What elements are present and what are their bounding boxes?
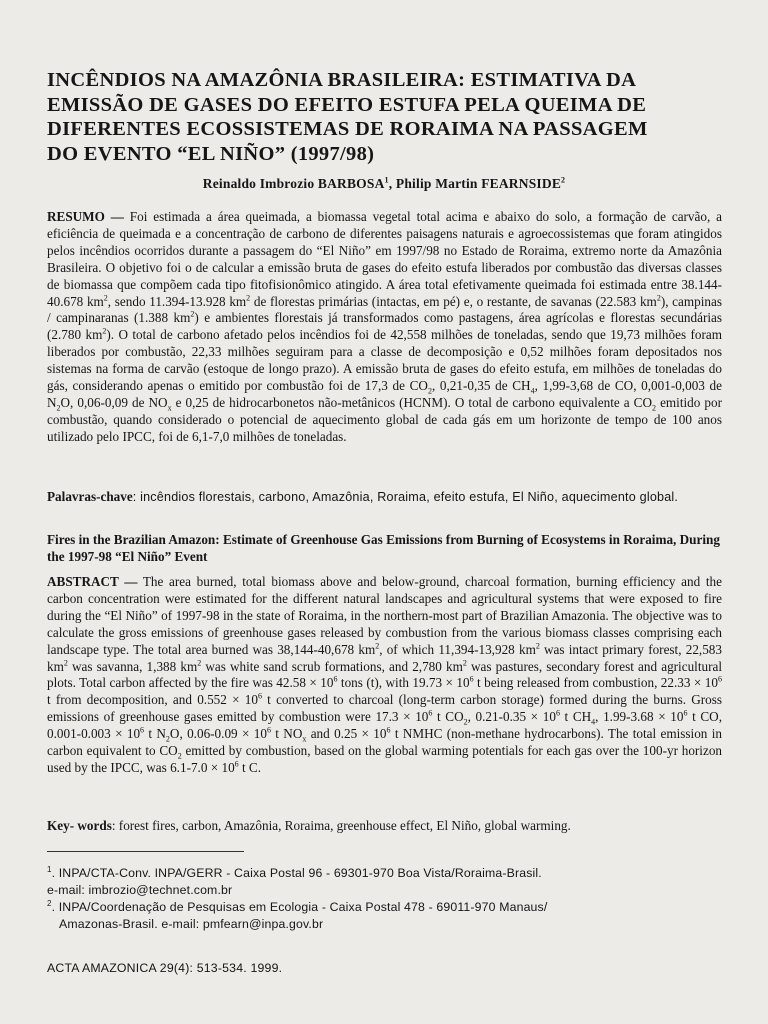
subscript: 2 — [427, 386, 432, 396]
resumo-text: ), campinas / campinaranas (1.388 km — [47, 293, 722, 326]
superscript: 6 — [717, 675, 722, 685]
abstract-text: was intact primary forest, 22,583 km — [47, 641, 722, 674]
footnote-divider — [47, 851, 244, 852]
title-line: DO EVENTO “EL NIÑO” (1997/98) — [47, 142, 375, 165]
superscript: 2 — [63, 658, 68, 668]
abstract-text: O, 0.06-0.09 × 10 — [169, 726, 267, 742]
palavras-chave-text: : incêndios florestais, carbono, Amazônia, Roraima, efeito estufa, El Niño, aquecimento global. — [132, 490, 679, 504]
superscript: 6 — [234, 759, 239, 769]
abstract-text: , 1.99-3.68 × 10 — [595, 709, 684, 725]
subscript: 4 — [591, 717, 596, 727]
palavras-chave — [47, 489, 722, 506]
title-line: EMISSÃO DE GASES DO EFEITO ESTUFA PELA QUEIMA DE — [47, 93, 647, 116]
superscript: 6 — [266, 725, 271, 735]
superscript: 6 — [386, 725, 391, 735]
resumo-text: O, 0,06-0,09 de NO — [60, 394, 168, 410]
palavras-chave-label: Palavras-chave — [47, 489, 133, 504]
abstract-text: t from decomposition, and 0.552 × 10 — [47, 692, 258, 708]
superscript: 2 — [246, 293, 251, 303]
subscript: 2 — [165, 734, 170, 744]
superscript: 2 — [535, 641, 540, 651]
superscript: 2 — [375, 641, 380, 651]
superscript: 2 — [103, 293, 108, 303]
resumo-text: , 0,21-0,35 de CH — [431, 378, 531, 394]
english-title: Fires in the Brazilian Amazon: Estimate of Greenhouse Gas Emissions from Burning of Ecosystems in Roraima, During the 1997-98 “El Niño” Event — [47, 532, 720, 564]
abstract-text: t being released from combustion, 22.33 × 10 — [473, 675, 718, 691]
key-words — [47, 818, 722, 835]
abstract-text: , of which 11,394-13,928 km — [379, 641, 536, 657]
superscript: 2 — [102, 326, 107, 336]
subscript: 2 — [652, 403, 657, 413]
key-words-text: : forest fires, carbon, Amazônia, Roraima, greenhouse effect, El Niño, global warming. — [111, 818, 571, 833]
abstract-text: was pastures, secondary forest and agricultural plots. Total carbon affected by the fire was 42.58 × 10 — [47, 658, 723, 691]
abstract-text: t CH — [559, 709, 592, 725]
superscript: 6 — [555, 708, 560, 718]
resumo-text: ). O total de carbono afetado pelos incêndios foi de 42,558 milhões de toneladas, sendo que 19,73 milhões foram liberados por combustão, 22,33 milhões seguiram para a classe de decomposição e 0,52 milhões foram depositados nos sistemas na forma de carvão (estoque de longo prazo). A emissão bruta de gases do efeito estufa, em milhões de toneladas do gás, considerando apenas o emitido por combustão foi de 17,3 de CO — [47, 327, 722, 394]
abstract-text: t N — [144, 726, 166, 742]
subscript: 2 — [177, 751, 182, 761]
abstract-text: t C. — [238, 759, 262, 775]
subscript: x — [167, 403, 172, 413]
abstract-text: The area burned, total biomass above and below-ground, charcoal formation, burning efficiency and the carbon concentration were estimated for the different natural landscapes and agricultural systems that were exposed to fire during the “El Niño” of 1997-98 in the state of Roraima, in the northern-most part of Brazilian Amazonia. The objective was to calculate the gross emissions of greenhouse gases released by combustion from the various biomass classes comprising each landscape type. The total area burned was 38,144-40,678 km — [47, 574, 722, 657]
author-name: Reinaldo Imbrozio BARBOSA — [202, 176, 385, 191]
footnote-email: Amazonas-Brasil. e-mail: pmfearn@inpa.gov.br — [59, 916, 324, 931]
abstract-label: ABSTRACT — — [47, 574, 138, 589]
abstract-paragraph — [47, 574, 722, 777]
paper-title — [47, 68, 727, 166]
footnote-mark: 1 — [47, 864, 52, 874]
abstract-text: t NO — [270, 726, 303, 742]
title-line: DIFERENTES ECOSSISTEMAS DE RORAIMA NA PASSAGEM — [47, 118, 648, 140]
superscript: 6 — [469, 675, 474, 685]
resumo-text: e 0,25 de hidrocarbonetos não-metânicos (HCNM). O total de carbono equivalente a CO — [171, 394, 653, 410]
resumo-text: Foi estimada a área queimada, a biomassa vegetal total acima e abaixo do solo, a formação de carvão, a eficiência de queimada e a concentração de carbono de diferentes paisagens naturais e agroecossistemas que foram atingidos pelos incêndios ocorridos durante a passagem do “El Niño” em 1997/98 no Estado de Roraima, extremo norte da Amazônia Brasileira. O objetivo foi o de calcular a emissão bruta de gases do efeito estufa liberados por combustão das diversas classes de biomassa que compõem cada tipo fitofisionômico atingido. A área total efetivamente queimada foi estimada entre 38.144-40.678 km — [47, 209, 722, 309]
subscript: x — [302, 734, 307, 744]
affiliation-mark: 1 — [384, 175, 389, 185]
abstract-text: and 0.25 × 10 — [306, 726, 387, 742]
superscript: 6 — [257, 691, 262, 701]
superscript: 6 — [140, 725, 145, 735]
subscript: 2 — [463, 717, 468, 727]
footnote-1 — [47, 865, 737, 898]
footnote-mark: 2 — [47, 898, 52, 908]
footnote-2 — [47, 899, 737, 932]
abstract-text: t CO, 0.001-0.003 × 10 — [47, 709, 722, 742]
resumo-label: RESUMO — — [47, 209, 124, 224]
resumo-text: , 1,99-3,68 de CO, 0,001-0,003 de N — [47, 378, 723, 410]
superscript: 2 — [190, 310, 195, 320]
superscript: 6 — [683, 708, 688, 718]
subscript: 4 — [530, 386, 535, 396]
abstract-text: t NMHC (non-methane hydrocarbons). The total emission in carbon equivalent to CO — [47, 726, 722, 759]
affiliation-mark: 2 — [561, 175, 566, 185]
abstract-text: was savanna, 1,388 km — [67, 658, 198, 674]
footnote-text: . INPA/Coordenação de Pesquisas em Ecologia - Caixa Postal 478 - 69011-970 Manaus/ — [51, 900, 548, 914]
abstract-text: , 0.21-0.35 × 10 — [467, 709, 556, 725]
abstract-text: t CO — [432, 709, 464, 725]
superscript: 6 — [333, 675, 338, 685]
footnote-text: . INPA/CTA-Conv. INPA/GERR - Caixa Postal 96 - 69301-970 Boa Vista/Roraima-Brasil. — [51, 866, 542, 880]
resumo-text: de florestas primárias (intactas, em pé) e, o restante, de savanas (22.583 km — [250, 293, 657, 309]
title-line: INCÊNDIOS NA AMAZÔNIA BRASILEIRA: ESTIMATIVA DA — [47, 69, 637, 91]
resumo-text: , sendo 11.394-13.928 km — [107, 293, 247, 309]
resumo-text: emitido por combustão, quando considerado o potencial de aquecimento global de cada gás em um horizonte de tempo de 100 anos utilizado pelo IPCC, foi de 6,1-7,0 milhões de toneladas. — [47, 394, 722, 444]
abstract-text: was white sand scrub formations, and 2,780 km — [201, 658, 463, 674]
resumo-paragraph — [47, 209, 722, 446]
abstract-text: emitted by combustion, based on the global warming potentials for each gas over the 100-yr horizon used by the IPCC, was 6.1-7.0 × 10 — [47, 743, 723, 775]
author-line — [0, 176, 768, 192]
key-words-label: Key- words — [47, 818, 112, 833]
superscript: 6 — [428, 708, 433, 718]
subscript: 2 — [56, 403, 61, 413]
author-separator: , — [388, 176, 396, 191]
footnote-email: e-mail: imbrozio@technet.com.br — [47, 882, 233, 897]
superscript: 2 — [656, 293, 661, 303]
abstract-text: tons (t), with 19.73 × 10 — [337, 675, 470, 691]
superscript: 2 — [462, 658, 467, 668]
superscript: 2 — [197, 658, 202, 668]
resumo-text: ) e ambientes florestais já transformados como pastagens, área agrícolas e florestas secundárias (2.780 km — [47, 310, 723, 343]
abstract-text: t converted to charcoal (long-term carbon storage) formed during the burns. Gross emissions of greenhouse gases emitted by combustion were 17.3 × 10 — [47, 692, 722, 725]
journal-citation: ACTA AMAZONICA 29(4): 513-534. 1999. — [47, 961, 283, 975]
author-name: Philip Martin FEARNSIDE — [395, 176, 562, 191]
